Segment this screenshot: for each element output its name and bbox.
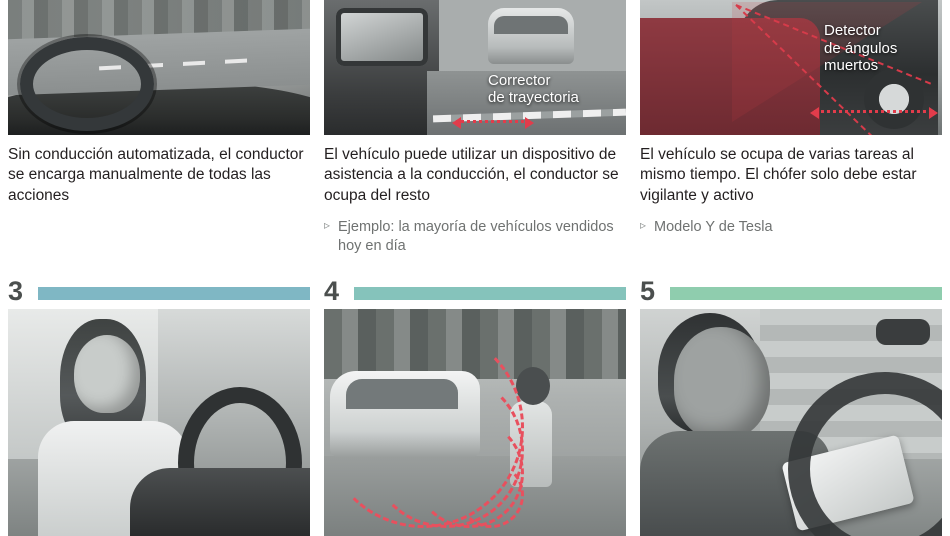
- level-example-text: Ejemplo: la mayoría de vehículos vendidos hoy en día: [338, 219, 614, 255]
- level-header: [8, 276, 310, 306]
- level-description: El vehículo puede utilizar un dispositivo de asistencia a la conducción, el conductor se ocupa del resto: [324, 146, 619, 204]
- overlay-caption-line-1: Detector: [824, 22, 881, 39]
- level-column-5: [640, 277, 942, 536]
- overlay-caption-line-2: de trayectoria: [488, 89, 579, 107]
- level-number: 4: [324, 276, 340, 306]
- level-header: [324, 276, 626, 306]
- child-crossing-illustration: [324, 309, 626, 536]
- child-head: [516, 367, 550, 405]
- overlay-caption-line-2: de ángulos: [824, 39, 898, 57]
- level-color-bar: [38, 287, 310, 300]
- level-example: [640, 218, 942, 237]
- bullet-icon: ▹: [324, 218, 331, 233]
- road-surface: [8, 29, 310, 96]
- face: [74, 335, 140, 413]
- woman-driver-illustration: [8, 309, 310, 536]
- overlay-caption-corrector: [488, 72, 618, 107]
- mirror-glass: [336, 8, 428, 66]
- face: [674, 327, 770, 439]
- car-ahead: [488, 8, 574, 64]
- sensor-waves-icon: [334, 428, 524, 528]
- side-mirror-illustration: [324, 0, 626, 135]
- top-row: [0, 0, 950, 257]
- bullet-icon: ▹: [640, 218, 647, 233]
- bottom-row: [0, 277, 950, 536]
- dashboard: [130, 468, 310, 536]
- level-number: 3: [8, 276, 24, 306]
- photo-lane-keeping-assist: [324, 0, 626, 135]
- level-number: 5: [640, 276, 656, 306]
- passenger-reading-illustration: [640, 309, 942, 536]
- photo-blind-spot-detector: [640, 0, 942, 135]
- overlay-caption-detector: [824, 22, 934, 75]
- level-color-bar: [354, 287, 626, 300]
- level-column-2: [640, 0, 942, 257]
- level-column-3: [8, 277, 310, 536]
- level-column-1: [324, 0, 626, 257]
- level-color-bar: [670, 287, 942, 300]
- overlay-caption-line-3: muertos: [824, 57, 879, 75]
- detection-arrow-icon: [814, 110, 934, 113]
- level-example: [324, 218, 626, 256]
- rearview-mirror: [876, 319, 930, 345]
- level-header: [640, 276, 942, 306]
- level-column-0: [8, 0, 310, 257]
- level-example-text: Modelo Y de Tesla: [654, 219, 773, 236]
- level-description: El vehículo se ocupa de varias tareas al mismo tiempo. El chófer solo debe estar vigilante y activo: [640, 146, 917, 204]
- level-column-4: [324, 277, 626, 536]
- road-illustration: [8, 0, 310, 135]
- level-description: Sin conducción automatizada, el conductor se encarga manualmente de todas las acciones: [8, 146, 304, 204]
- photo-child-crossing: [324, 309, 626, 536]
- photo-woman-driver: [8, 309, 310, 536]
- overlay-caption-line-1: Corrector: [488, 71, 551, 89]
- photo-passenger-reading: [640, 309, 942, 536]
- trajectory-arrows-icon: [456, 120, 530, 123]
- photo-driving-no-automation: [8, 0, 310, 135]
